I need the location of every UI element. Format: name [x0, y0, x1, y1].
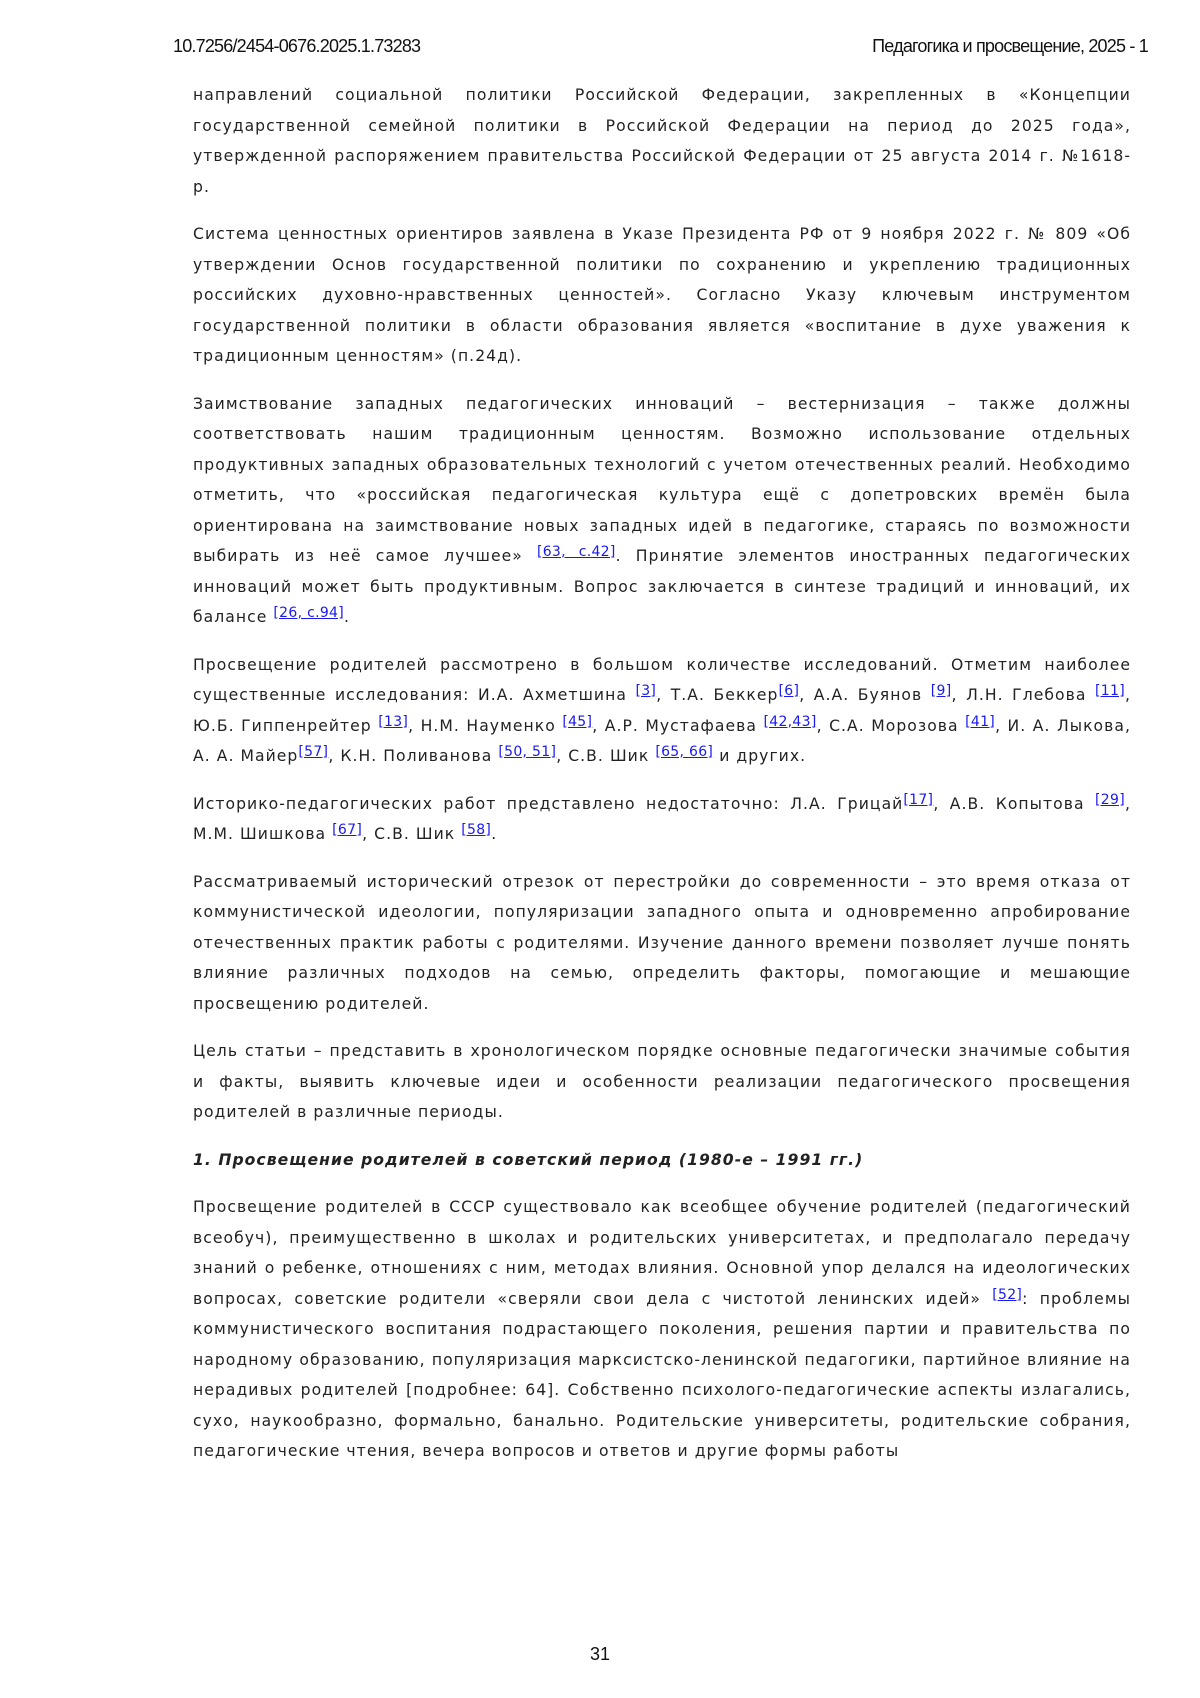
paragraph: [193, 219, 1131, 372]
text-segment: , А.В. Копытова: [933, 795, 1095, 813]
text-segment: , Н.М. Науменко: [408, 717, 562, 735]
citation-link[interactable]: [42,43]: [764, 714, 817, 730]
text-segment: Рассматриваемый исторический отрезок от перестройки до современности – это время отказа от коммунистической идеологии, популяризации западного опыта и одновременно апробирование отечественных практик работы с родителями. Изучение данного времени позволяет лучше понять влияние различных подходов на семью, определить факторы, помогающие и мешающие просвещению родителей.: [193, 873, 1131, 1013]
text-segment: , С.В. Шик: [556, 747, 655, 765]
paragraph: [193, 80, 1131, 202]
text-segment: направлений социальной политики Российской Федерации, закрепленных в «Концепции государственной семейной политики в Российской Федерации на период до 2025 года», утвержденной распоряжением правительства Российской Федерации от 25 августа 2014 г. №1618-р.: [193, 86, 1131, 196]
text-segment: , М.М. Шишкова: [193, 795, 1131, 844]
citation-link[interactable]: [67]: [332, 822, 362, 838]
text-segment: 1. Просвещение родителей в советский период (1980-е – 1991 гг.): [193, 1151, 863, 1169]
citation-link[interactable]: [45]: [562, 714, 592, 730]
citation-link[interactable]: [50, 51]: [498, 744, 556, 760]
citation-link[interactable]: [9]: [931, 683, 952, 699]
citation-link[interactable]: [6]: [778, 683, 799, 699]
text-segment: и других.: [713, 747, 806, 765]
citation-link[interactable]: [3]: [635, 683, 656, 699]
text-segment: , Т.А. Беккер: [656, 686, 778, 704]
paragraph: [193, 1036, 1131, 1128]
page-number: 31: [0, 1644, 1200, 1665]
paragraph: [193, 867, 1131, 1020]
paragraph: [193, 389, 1131, 633]
citation-link[interactable]: [41]: [965, 714, 995, 730]
paragraph: [193, 650, 1131, 772]
text-segment: , Л.Н. Глебова: [952, 686, 1095, 704]
text-segment: Цель статьи – представить в хронологическом порядке основные педагогически значимые события и факты, выявить ключевые идеи и особенности реализации педагогического просвещения родителей в различные периоды.: [193, 1042, 1131, 1121]
citation-link[interactable]: [52]: [992, 1287, 1022, 1303]
text-segment: Система ценностных ориентиров заявлена в Указе Президента РФ от 9 ноября 2022 г. № 809 «Об утверждении Основ государственной политики по сохранению и укреплению традиционных российских духовно-нравственных ценностей». Согласно Указу ключевым инструментом государственной политики в области образования является «воспитание в духе уважения к традиционным ценностям» (п.24д).: [193, 225, 1131, 365]
citation-link[interactable]: [17]: [903, 792, 933, 808]
text-segment: , С.А. Морозова: [817, 717, 966, 735]
text-segment: , А.А. Буянов: [799, 686, 931, 704]
journal-header: Педагогика и просвещение, 2025 - 1: [872, 36, 1148, 57]
citation-link[interactable]: [58]: [461, 822, 491, 838]
text-segment: , С.В. Шик: [362, 825, 461, 843]
text-segment: Просвещение родителей рассмотрено в большом количестве исследований. Отметим наиболее существенные исследования: И.А. Ахметшина: [193, 656, 1131, 705]
paragraph: [193, 1192, 1131, 1467]
citation-link[interactable]: [26, с.94]: [273, 605, 344, 621]
text-segment: Заимствование западных педагогических инноваций – вестернизация – также должны соответствовать нашим традиционным ценностям. Возможно использование отдельных продуктивных западных образовательных технологий с учетом отечественных реалий. Необходимо отметить, что «российская педагогическая культура ещё с допетровских времён была ориентирована на заимствование новых западных идей в педагогике, стараясь по возможности выбирать из неё самое лучшее»: [193, 395, 1131, 566]
text-segment: .: [344, 608, 350, 626]
citation-link[interactable]: [11]: [1095, 683, 1125, 699]
article-body: [193, 80, 1131, 1484]
doi-header: 10.7256/2454-0676.2025.1.73283: [173, 36, 420, 57]
text-segment: , К.Н. Поливанова: [328, 747, 498, 765]
text-segment: , И. А. Лыкова, А. А. Майер: [193, 717, 1131, 766]
paragraph: [193, 789, 1131, 850]
citation-link[interactable]: [13]: [378, 714, 408, 730]
text-segment: : проблемы коммунистического воспитания подрастающего поколения, решения партии и правительства по народному образованию, популяризация марксистско-ленинской педагогики, партийное влияние на нерадивых родителей [подробнее: 64]. Собственно психолого-педагогические аспекты излагались, сухо, наукообразно, формально, банально. Родительские университеты, родительские собрания, педагогические чтения, вечера вопросов и ответов и другие формы работы: [193, 1290, 1131, 1461]
text-segment: Просвещение родителей в СССР существовало как всеобщее обучение родителей (педагогический всеобуч), преимущественно в школах и родительских университетах, и предполагало передачу знаний о ребенке, отношениях с ним, методах влияния. Основной упор делался на идеологических вопросах, советские родители «сверяли свои дела с чистотой ленинских идей»: [193, 1198, 1131, 1308]
section-heading: [193, 1145, 1131, 1176]
text-segment: . Принятие элементов иностранных педагогических инноваций может быть продуктивным. Вопрос заключается в синтезе традиций и инноваций, их балансе: [193, 547, 1131, 626]
text-segment: , Ю.Б. Гиппенрейтер: [193, 686, 1131, 735]
text-segment: .: [491, 825, 497, 843]
citation-link[interactable]: [57]: [298, 744, 328, 760]
text-segment: Историко-педагогических работ представлено недостаточно: Л.А. Грицай: [193, 795, 903, 813]
text-segment: , А.Р. Мустафаева: [592, 717, 763, 735]
citation-link[interactable]: [29]: [1095, 792, 1125, 808]
citation-link[interactable]: [63, с.42]: [537, 544, 616, 560]
citation-link[interactable]: [65, 66]: [655, 744, 713, 760]
